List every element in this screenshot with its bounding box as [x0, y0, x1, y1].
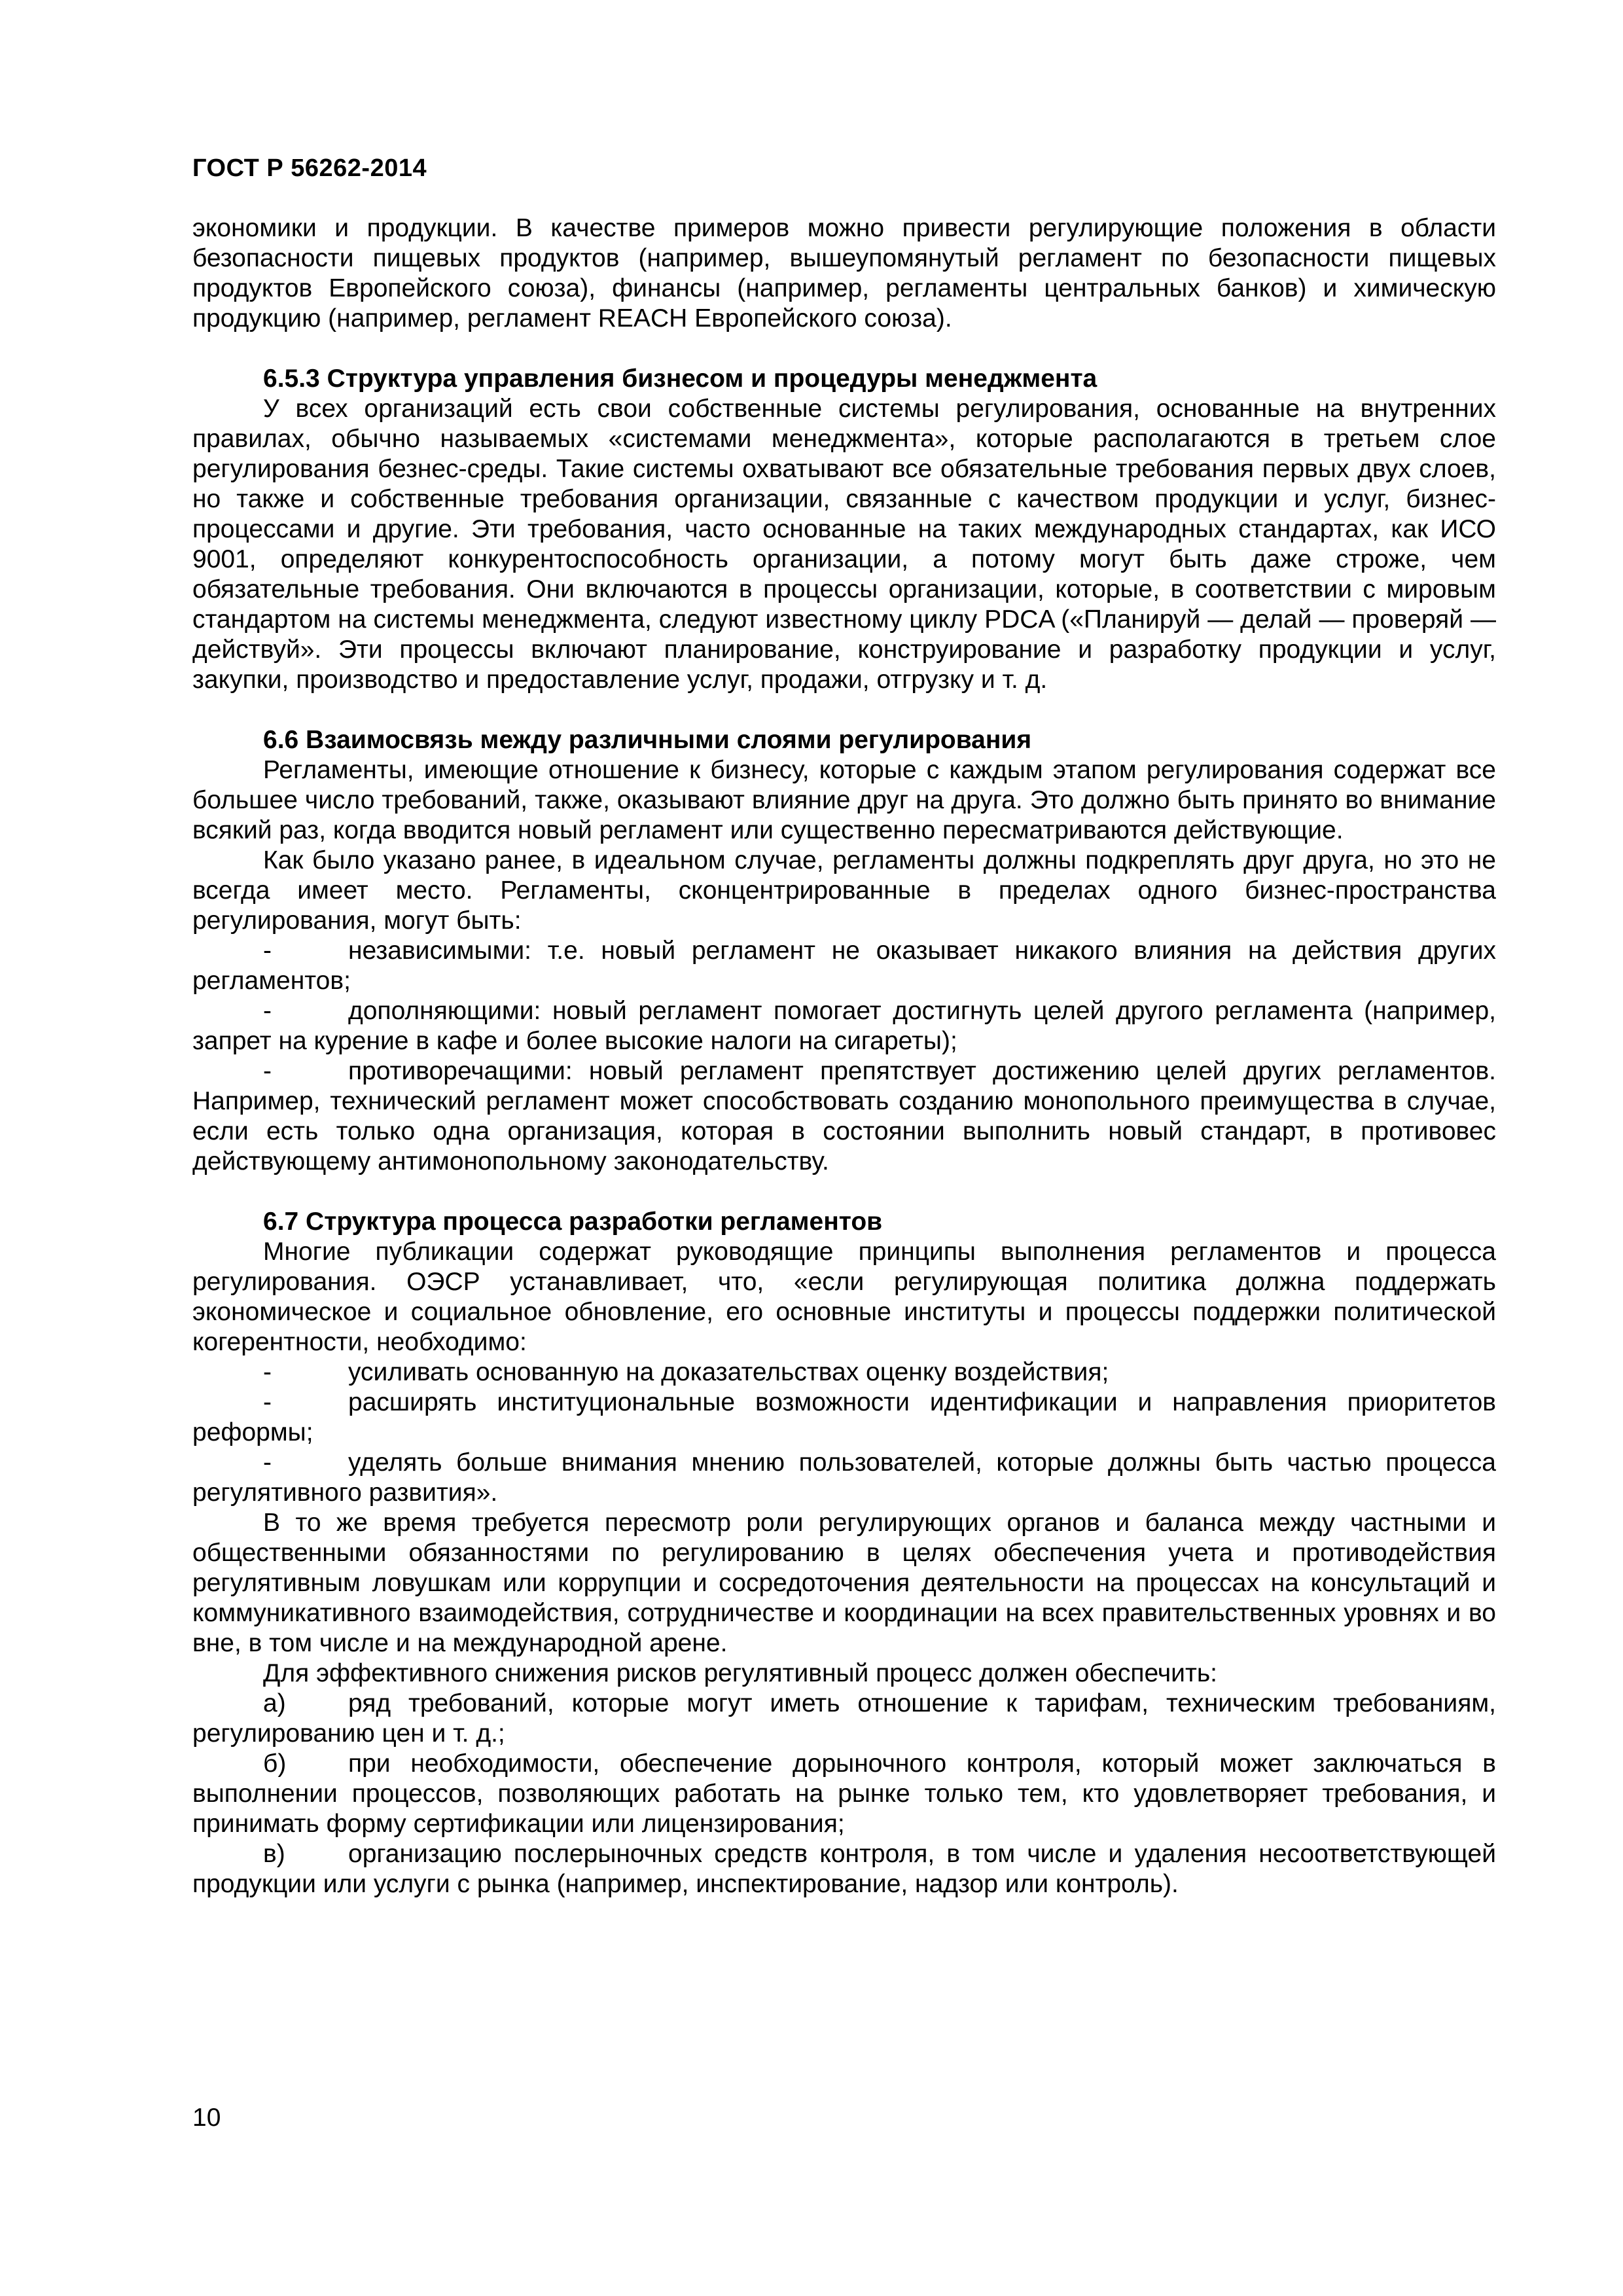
section-heading-6-7: 6.7 Структура процесса разработки регламентов — [263, 1208, 883, 1236]
list-item-text: независимыми: т.е. новый регламент не оказывает никакого влияния на действия других регламентов; — [192, 937, 1496, 995]
list-item-text: организацию послерыночных средств контроля, в том числе и удаления несоответствующей продукции или услуги с рынка (например, инспектирование, надзор или контроль). — [192, 1840, 1496, 1898]
list-marker: - — [263, 1057, 272, 1085]
list-item — [192, 1689, 1496, 1749]
list-marker: - — [263, 1388, 272, 1416]
list-item — [192, 1357, 1496, 1388]
list-marker: а) — [263, 1689, 286, 1717]
list-marker: б) — [263, 1749, 287, 1778]
intro-paragraph: экономики и продукции. В качестве примеров можно привести регулирующие положения в области безопасности пищевых продуктов (например, вышеупомянутый регламент по безопасности пищевых продуктов Европейского союза), финансы (например, регламенты центральных банков) и химическую продукцию (например, регламент REACH Европейского союза). — [192, 214, 1496, 332]
list-marker: - — [263, 937, 272, 965]
list-item-text: при необходимости, обеспечение дорыночного контроля, который может заключаться в выполнении процессов, позволяющих работать на рынке только тем, кто удовлетворяет требования, и принимать форму сертификации или лицензирования; — [192, 1749, 1496, 1838]
paragraph: Регламенты, имеющие отношение к бизнесу, которые с каждым этапом регулирования содержат все большее число требований, также, оказывают влияние друг на друга. Это должно быть принято во внимание всякий раз, когда вводится новый регламент или существенно пересматриваются действующие. — [192, 756, 1496, 844]
list-item-text: уделять больше внимания мнению пользователей, которые должны быть частью процесса регулятивного развития». — [192, 1448, 1496, 1507]
list-item — [192, 1749, 1496, 1839]
document-body — [192, 213, 1496, 1899]
paragraph: У всех организаций есть свои собственные системы регулирования, основанные на внутренних правилах, обычно называемых «системами менеджмента», которые располагаются в третьем слое регулирования безнес-среды. Такие системы охватывают все обязательные требования первых двух слоев, но также и собственные требования организации, связанные с качеством продукции и услуг, бизнес-процессами и другие. Эти требования, часто основанные на таких международных стандартах, как ИСО 9001, определяют конкурентоспособность организации, а потому могут быть даже строже, чем обязательные требования. Они включаются в процессы организации, которые, в соответствии с мировым стандартом на системы менеджмента, следуют известному циклу PDCA («Планируй — делай — проверяй — действуй». Эти процессы включают планирование, конструирование и разработку продукции и услуг, закупки, производство и предоставление услуг, продажи, отгрузку и т. д. — [192, 395, 1496, 694]
list-item — [192, 1388, 1496, 1448]
section-heading-6-5-3: 6.5.3 Структура управления бизнесом и процедуры менеджмента — [263, 365, 1097, 393]
section-heading-6-6: 6.6 Взаимосвязь между различными слоями регулирования — [263, 726, 1032, 754]
list-marker: - — [263, 1448, 272, 1477]
list-item — [192, 1056, 1496, 1177]
list-marker: в) — [263, 1840, 285, 1868]
document-code-header: ГОСТ Р 56262-2014 — [192, 154, 427, 182]
list-marker: - — [263, 1358, 272, 1386]
list-item — [192, 1839, 1496, 1899]
list-item — [192, 996, 1496, 1056]
list-item — [192, 1448, 1496, 1508]
list-item-text: расширять институциональные возможности идентификации и направления приоритетов реформы; — [192, 1388, 1496, 1446]
list-marker: - — [263, 997, 272, 1025]
list-item-text: ряд требований, которые могут иметь отношение к тарифам, техническим требованиям, регулированию цен и т. д.; — [192, 1689, 1496, 1748]
list-item-text: усиливать основанную на доказательствах оценку воздействия; — [348, 1358, 1109, 1386]
list-item — [192, 936, 1496, 996]
paragraph: Для эффективного снижения рисков регулятивный процесс должен обеспечить: — [263, 1659, 1217, 1687]
list-item-text: противоречащими: новый регламент препятствует достижению целей других регламентов. Например, технический регламент может способствовать созданию монопольного преимущества в случае, если есть только одна организация, которая в состоянии выполнить новый стандарт, в противовес действующему антимонопольному законодательству. — [192, 1057, 1496, 1175]
paragraph: Многие публикации содержат руководящие принципы выполнения регламентов и процесса регулирования. ОЭСР устанавливает, что, «если регулирующая политика должна поддержать экономическое и социальное обновление, его основные институты и процессы поддержки политической когерентности, необходимо: — [192, 1238, 1496, 1356]
page-number: 10 — [192, 2104, 221, 2132]
list-item-text: дополняющими: новый регламент помогает достигнуть целей другого регламента (например, запрет на курение в кафе и более высокие налоги на сигареты); — [192, 997, 1496, 1055]
paragraph: В то же время требуется пересмотр роли регулирующих органов и баланса между частными и общественными обязанностями по регулированию в целях обеспечения учета и противодействия регулятивным ловушкам или коррупции и сосредоточения деятельности на процессах на консультаций и коммуникативного взаимодействия, сотрудничестве и координации на всех правительственных уровнях и во вне, в том числе и на международной арене. — [192, 1509, 1496, 1657]
paragraph: Как было указано ранее, в идеальном случае, регламенты должны подкреплять друг друга, но это не всегда имеет место. Регламенты, сконцентрированные в пределах одного бизнес-пространства регулирования, могут быть: — [192, 846, 1496, 935]
